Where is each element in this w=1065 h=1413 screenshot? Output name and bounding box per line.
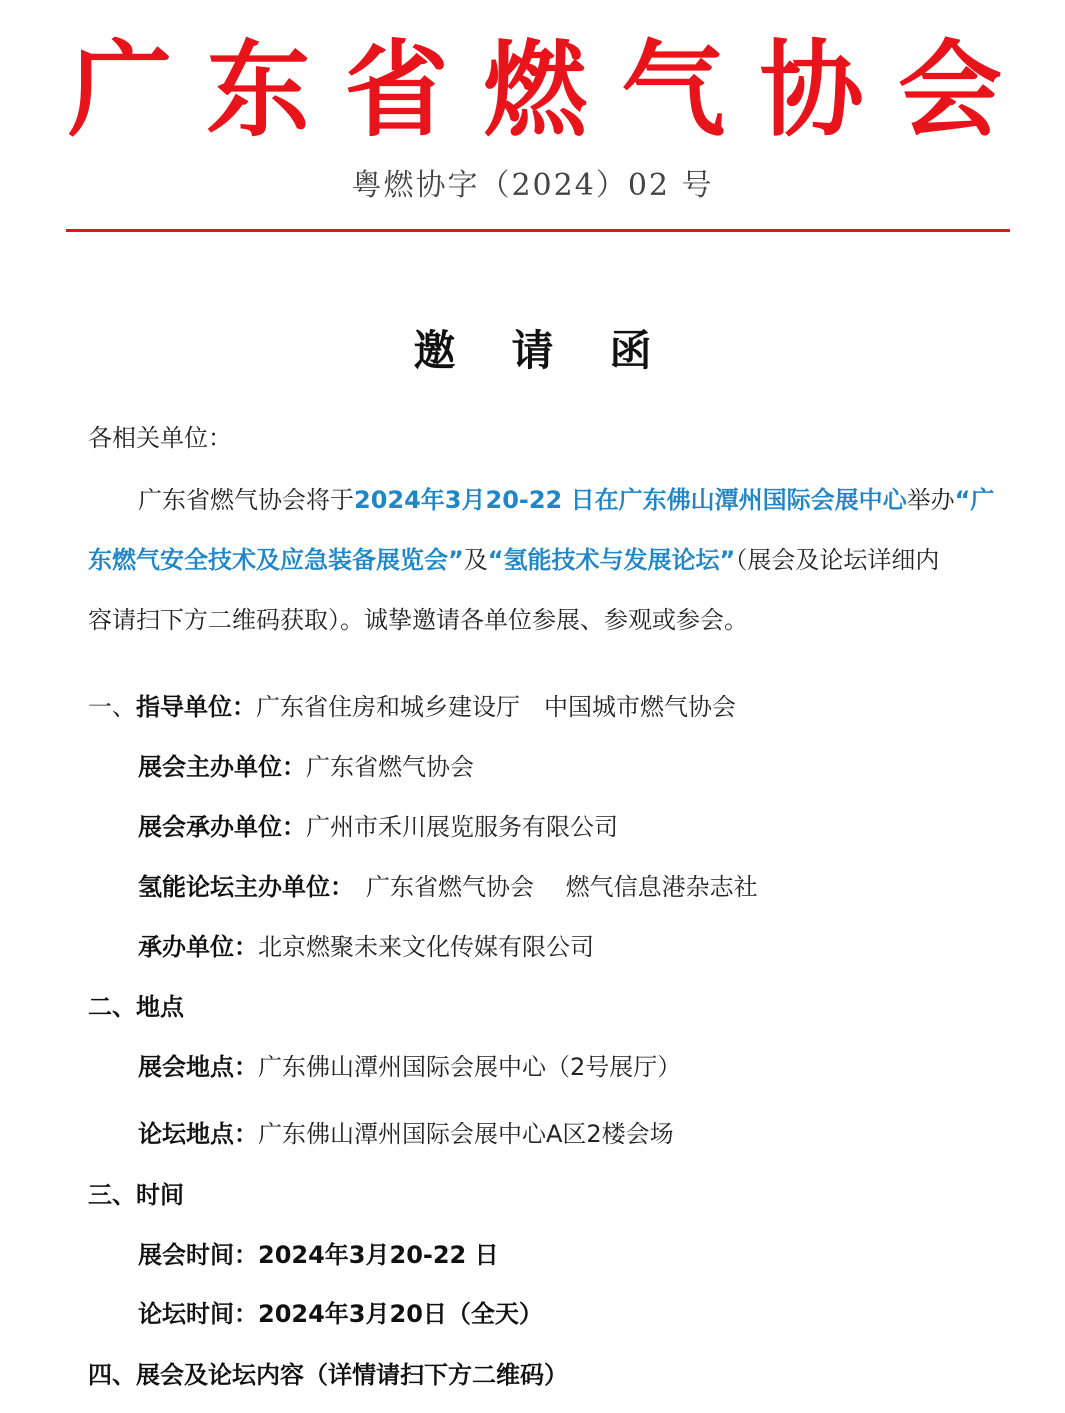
field-value: 广东省燃气协会 燃气信息港杂志社 [342,873,758,901]
section-4-heading: 四、展会及论坛内容（详情请扫下方二维码） [88,1361,568,1389]
field-value: 广东省燃气协会 [306,753,474,781]
field-label: 展会承办单位： [138,813,306,841]
intro-line-2 [88,546,939,575]
intro-text: （展会及论坛详细内 [735,546,940,574]
salutation: 各相关单位： [88,424,232,452]
section-2-heading: 二、地点 [88,993,184,1021]
venue-row [138,1053,681,1082]
intro-line-1 [138,486,994,515]
field-label: 展会主办单位： [138,753,306,781]
field-value: 2024年3月20-22 日 [258,1241,499,1269]
section-3-heading: 三、时间 [88,1181,184,1209]
field-value: 广州市禾川展览服务有限公司 [306,813,618,841]
organizer-row [138,753,474,782]
time-row [138,1241,499,1270]
section-1-first-row [88,693,736,722]
field-value: 广东佛山潭州国际会展中心（2号展厅） [258,1053,682,1081]
org-title-char: 燃 [482,28,587,151]
organization-title [60,30,1010,150]
organizer-row [138,933,594,962]
document-heading: 邀请函 [413,326,708,375]
event-date-venue: 2024年3月20-22 日在广东佛山潭州国际会展中心 [354,486,907,514]
field-value: 广东佛山潭州国际会展中心A区2楼会场 [258,1120,674,1148]
intro-line-3: 容请扫下方二维码获取）。诚挚邀请各单位参展、参观或参会。 [88,606,748,634]
org-title-char: 会 [897,28,1002,151]
field-label: 指导单位： [136,693,256,721]
field-value: 北京燃聚未来文化传媒有限公司 [258,933,594,961]
field-label: 论坛时间： [138,1300,258,1328]
document-number: 粤燃协字（2024）02 号 [351,168,714,203]
exhibition-name: 东燃气安全技术及应急装备展览会” [88,546,464,574]
intro-text: 广东省燃气协会将于 [138,486,354,514]
org-title-char: 协 [759,28,864,151]
field-label: 氢能论坛主办单位： [138,873,342,901]
section-1-heading: 一、 [88,693,136,721]
org-title-char: 东 [206,28,311,151]
organizer-row [138,813,618,842]
forum-name: “氢能技术与发展论坛” [487,546,736,574]
field-label: 展会地点： [138,1053,258,1081]
exhibition-name: “广 [954,486,995,514]
field-value: 2024年3月20日（全天） [258,1300,543,1328]
field-label: 展会时间： [138,1241,258,1269]
field-label: 论坛地点： [138,1120,258,1148]
header-divider [66,229,1010,232]
venue-row [138,1120,674,1149]
intro-text: 及 [463,546,488,574]
organizer-row [138,873,758,902]
org-title-char: 广 [67,28,172,151]
org-title-char: 省 [344,28,449,151]
intro-text: 举办 [906,486,955,514]
time-row [138,1300,543,1329]
field-label: 承办单位： [138,933,258,961]
org-title-char: 气 [621,28,726,151]
field-value: 广东省住房和城乡建设厅 中国城市燃气协会 [256,693,736,721]
